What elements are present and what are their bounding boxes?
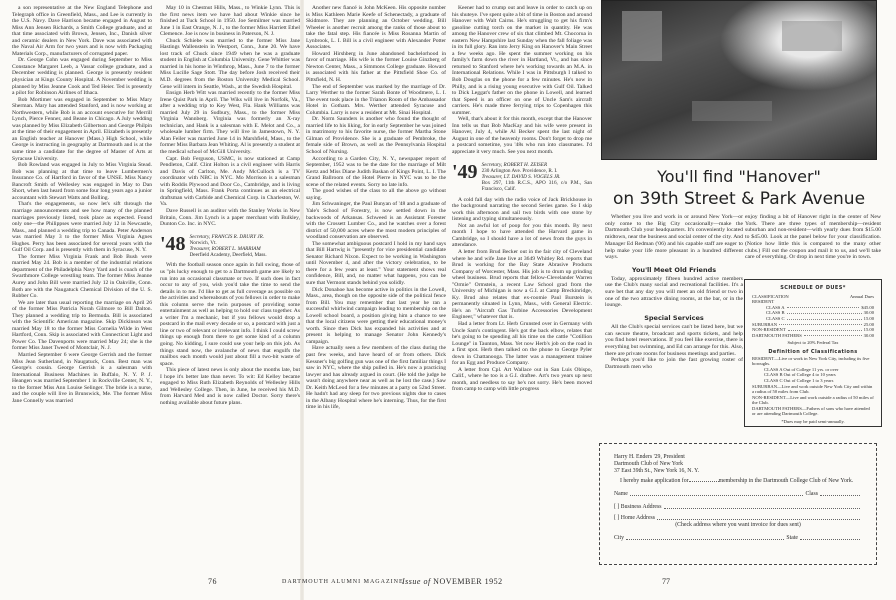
ad-closing: Perhaps you'd like to join the fast growing roster of Dartmouth men who <box>605 357 743 371</box>
old-friends-text: Today, approximately fifteen hundred active members use the Club's many social and recreational facilities. It's a sure bet that any day you will meet an old friend or two in one of the two attractive dining rooms, at the bar, or in the lounge. <box>605 275 743 309</box>
page-number-right: 77 <box>662 577 670 586</box>
text-column-1 <box>12 5 152 560</box>
home-address-checkbox[interactable]: [ ] Home Address <box>614 515 656 521</box>
apply-text-1: I hereby make application for <box>620 478 689 484</box>
issue-prefix: Issue of <box>402 577 431 586</box>
page-number-left: 76 <box>208 577 217 586</box>
dues-amount: 30.00 <box>863 310 874 316</box>
definition: CLASS B Out of College 4 to 10 years <box>764 372 836 378</box>
definition: CLASS C Out of College 1 to 3 years <box>764 377 834 383</box>
state-field[interactable] <box>800 535 860 540</box>
definitions-title: Definition of Classifications <box>768 348 858 355</box>
paragraph: Dr. Norm Saunders is another who found the thought of married life to his liking, for in early September he was joined in matrimony to his favorite nurse, the former Martha Stone Gilman of Providence. She is a graduate of Pembroke, the female side of Brown, as well as the Pennsylvania Hospital School of Nursing. <box>306 116 446 156</box>
business-address-checkbox[interactable]: [ ] Business Address <box>614 504 662 510</box>
treasurer: Treasurer, ROBERT L. MARRIAM <box>189 246 261 252</box>
paragraph: A letter from Brud Becker out in the fair city of Cleveland where he and wife Jane live at 3649 Whitley Rd. reports that Brud is working for the Bay State Abrasive Products Company of Worcester, Mass. His job is to drum up grinding wheel business. Brud reports that fellow-Clevelander Warren "Ormie" Ormstein, a recent Law School grad from the University of Michigan is now a G.I. at Camp Breckinridge, Ky. Brud also relates that ex-roomie Paul Burstein is permanently situated in Lynn, Mass., with General Electric. He's an "Aircraft Gas Turbine Accessories Development Engineer," whatever that is. <box>452 248 592 321</box>
paragraph: We are later than usual reporting the marriage on April 26 of the former Miss Patricia Norah Gilmore to Bill Dalton. They planned a wedding trip to Bermuda. Bill is associated with the Scientific American magazine. Skip Dickinson was married May 18 to the former Miss Cornelia Wilde in West Hartford, Conn. Skip is associated with Connecticut Light and Power Co. The Davenports were married May 24; she is the former Miss Janet Tweed of Montclair, N. J. <box>12 299 152 352</box>
paragraph: With the football season once again in full swing, those of us "pls lucky enough to get to a Dartmouth game are likely to run into an occasional classmate or two. If such does in fact occur to any of you, wish you'd take the time to send the details in to me. I'd like to get as full coverage as possible on the activities and whereabouts of you fellows in order to make this column serve the twin purposes of providing some entertainment as well as helping to hold our class together. As a writer I'm a mechanic, but if you fellows would drop a postcard in the mail every decade or so, a postcard with just a line or two of relevant or irrelevant info. I think I could screw things up enough from there to get some kind of a column going. No kidding, I sure could use your help on this job. As things stand now, the avalanche of news that engulfs the mailbox each month would just about fill a two-bit waste of space. <box>160 262 300 367</box>
dartmouth-club-ad <box>597 0 896 586</box>
name-field[interactable] <box>630 491 804 496</box>
issue-month: NOVEMBER 1952 <box>433 577 503 586</box>
paragraph: Bob Rowland was engaged in July to Miss Virginia Stead. Bob was planning at that time to leave Lumbermen's Insurance Co. of Hartford in favor of the UNSE. Miss Nancy Bancroft Smith of Wellesley was engaged in May to Dan Short, when last heard from some four long years ago a junior accountant with Stewart Watts and Bolling. <box>12 162 152 201</box>
paragraph: Have actually seen a few members of the class during the past few weeks, and have heard of or from others. Dick Kessner's big golfing gun was one of the first familiar things I saw in NYC, where the ship pulled in. He's now a practicing lawyer and has already argued in court. (He told the judge he wasn't doing anywhere near as well as he lost the case.) Saw Dr. Keith McLeod for a few minutes at a party on 52nd Street. He hadn't had any sleep for two previous nights due to cases in the Albany Hospital where he's interning. Thus, for the first time in his life, <box>306 345 446 411</box>
name-label: Name <box>614 491 628 497</box>
class-field[interactable] <box>820 491 860 496</box>
paragraph: Dave Russell is an auditor with the Stanley Works in New Britain, Conn. Jim Lynch is a paper merchant with Bulkley, Dunton Co. Inc. in NYC. <box>160 207 300 228</box>
secretary: Secretary, ROBERT H. ZEISER <box>481 161 548 168</box>
definition: CLASS A Out of College 11 yrs. or over <box>764 366 839 372</box>
secretary-address: Norwich, Vt. <box>189 239 217 246</box>
ad-column-2: enjoy finding a bit of Hanover right in the center of New York. There are three types of membership—resident suburban and non-resident—with yearly dues from $15.00 to $45.00. Look at the panel below for your classification. (Notice how little this is compared to the many other clubs.) Fill out the coupon and mail it to us, and we'll take care of everything. Or drop in next time you're in town. <box>745 214 881 261</box>
dues-row <box>752 333 874 339</box>
paragraph: Ensign Herb Witt was married recently to the former Miss Irene Quist Park in April. The Wiks will live in Norfolk, Va., after a wedding trip to Key West, Fla. Hank Williams was married July 29 in Sudbury, Mass., to the former Miss Virginia Wannberg. Virginia was formerly an X-ray technician, and Hank is a salesman with E. Melot and Co., a wholesale lumber firm. They will live in Jamestown, N. Y. Alan Feiler was married June 14 in Marshfield, Mass., to the former Miss Barbara Jean Whiting. Al is presently a student at the medical school of McGill University. <box>160 90 300 156</box>
definition: SUBURBAN—Live and work outside New York City and within a radius of 50 miles from Club. <box>752 383 873 395</box>
check-address-note: (Check address where you want invoice for dues sent) <box>675 522 801 528</box>
paragraph: A cold fall day with the radio voice of Jack Brickhouse in the background narrating the second Series game. So I skip work this afternoon and sail two birds with one stone by listening and typing simultaneously. <box>452 196 592 223</box>
paragraph: This piece of latest news is only about the months late, but I hope it's better late than never. To wit: Ed Kelley became engaged to Miss Ruth Elizabeth Reynolds of Wellesley Hills and Wellesley College. Then, in June, he received his M.D. from Harvard Med and is now called Doctor. Sorry there's nothing available about future plans. <box>160 367 300 406</box>
heading-old-friends: You'll Meet Old Friends <box>631 265 717 274</box>
paragraph: A letter from Cpl. Art Wallace out in San Luis Obispo, Calif., where he too is a G.I. draftee. Art's two years up next month, and needless to say he's not sorry. He's been moved from camp to camp with little progress <box>452 366 592 393</box>
dues-amount: 25.00 <box>863 321 874 327</box>
coupon-addressee: Harry H. Enders '29, President <box>614 454 685 460</box>
class-year: '49 <box>452 160 478 183</box>
paragraph: That's the engagements, so now let's sift through the marriage announcements and see how many of the planned marriages previously listed, took place as expected. Found only one—the Philippses were married July 12 in Newcastle, Mass., and planned a wedding trip to Canada. Peter Anderson was married May 3 to the former Miss Virginia Agnes Hughes. Perry has been associated for several years with the Gulf Oil Corp. and is presently with them in Syracuse, N. Y. <box>12 201 152 254</box>
paragraph: Well, that's about it for this month, except that the Hanover Inn tells us that Bob MacKay and his wife were present in Hanover, July 4, while Al Becker spent the last night of August in one of the heavenly rooms. Don't forget to drop me a postcard sometime, you '48s who run into classmates. I'd appreciate it very much. See you next month. <box>452 116 592 156</box>
paragraph: The somewhat ambiguous postcard I hold in my hand says that Bill Hartwig is "presently for vice presidential candidate Senator Richard Nixon. Expect to be working in Washington until November 4, and after the victory celebration, to be there for a few years at least." Your statement shows real confidence, Bill, and, no matter what happens, you can be sure that Vermont stands behind you solidly. <box>306 240 446 286</box>
paragraph: Capt. Bob Ferguson, USMC, is now stationed at Camp Pendleton, Calif. Clint Holton is a civil engineer with Harris and Davis of Carlton, Me. Andy McCulloch is a TV coordinator with NBC in NYC. Mo Morrison is a salesman with Roddis Plywood and Door Co., Cambridge, and is living in Springfield, Mass. Frank Porta continues as an electrical draftsman with Carbide and Chemical Corp. in Charleston, W. Va. <box>160 155 300 208</box>
dues-class: CLASS B <box>766 310 785 316</box>
paragraph: Dick Donahoe has become active in politics in the Lowell, Mass., area, though on the opposite side of the political fence from Bill. You may remember that last year he ran a successful whirlwind campaign leading to membership on the Lowell school board, a position giving him a chance to see that the local citizens were getting their educational money's worth. Since then Dick has expanded his activities and at present is helping to manage Senator John Kennedy's campaign. <box>306 286 446 345</box>
business-address-field[interactable] <box>664 504 860 509</box>
paragraph: Another new fiancé is John McKeen. His opposite number is Miss Kathleen Marie Keefe of Schenectady, a graduate of Skidmore. They are planning an October wedding. Bill Wheeler is another recruit among the ranks of those about to take the fatal step. His fiancée is Miss Rosanna Martin of Lynbrook, L. I. Bill is a civil engineer with Alexander Potter Associates. <box>306 5 446 51</box>
paragraph: The former Miss Virginia Frank and Bob Bush were married May 24. Bob is a member of the industrial relations department of the Philadelphia Navy Yard and is coach of the Swarthmore College wrestling team. The former Miss Jeanne Aurey and John Bill were married July 12 in Oakville, Conn. Both are with the Naugatuck Chemical Division of the U. S. Rubber Co. <box>12 253 152 300</box>
resident-label: RESIDENT <box>752 299 775 305</box>
ad-headline-1: You'll find "Hanover" <box>657 167 821 186</box>
paragraph: May 10 in Chestnut Hills, Mass., to Winkie Lynn. This is the first news item we have had about Winkie since he finished at Tuck School in 1950. Joe Semilmer was married June 1 in East Orange, N. J., to the former Miss Harriett Ethel Clemence. Joe is now in business in Paterson, N. J. <box>160 5 300 38</box>
magazine-name: DARTMOUTH ALUMNI MAGAZINE <box>282 579 404 585</box>
issue-date <box>402 577 503 586</box>
paragraph: Dr. George Cohn was engaged during September to Miss Constance Margaret Leeb, a Vassar college graduate, and a December wedding is planned. George is presently resident physician at Kings County Hospital. A November wedding is planned by Miss Jeanne Cook and Ted Heier. Ted is presently a pilot for Robinson Airlines of Ithaca. <box>12 57 152 97</box>
class-officers <box>190 234 267 259</box>
text-column-2 <box>160 5 300 560</box>
page-gutter <box>300 0 304 600</box>
treasurer-address: Deerfield Academy, Deerfield, Mass. <box>189 252 267 259</box>
secretary: Secretary, FRANCIS R. DRURY JR. <box>189 233 265 240</box>
paragraph: Married September 6 were George Gerrish and the former Miss Jean Sutherland, in Naugatuck, Conn. Best man was George's cousin. George Gerrish is a salesman with International Business Machines in Buffalo, N. Y. P. J. Heangen was married September 1 in Rockville Center, N. Y., to the former Miss Ann Louise Selinger. The bride is a nurse, and the couple will live in Brunswick, Me. The former Miss Jane Connelly was married <box>12 351 152 404</box>
dues-footnote: *Dues may be paid semi-annually. <box>781 419 845 425</box>
club-interior-photo <box>601 0 877 160</box>
paragraph: Chuck Schiebe was married to the former Miss Jane Hastings Wallenstein in Westport, Conn., June 20. We have lost track of Chuck since 1949 when he was a graduate student in English at Columbia University. Gene Whittier was married in his home in Winthrop, Mass., June 7 to the former Miss Lucille Sage Stott. The day before Josh received their M.D. degrees from the Boston University Medical School. Gene will intern in Seattle, Wash., at the Swedish Hospital. <box>160 37 300 90</box>
paragraph: Bob Mortimer was engaged in September to Miss Mary Sherman. Mary has attended Stanford, and is now working at Northwestern, while Bob is an account executive for Merrill Lynch, Pierce Fenner, and Beane in Chicago. A July wedding was planned by Miss Elizabeth Gilbertson and George Philpin at the time of their engagement in April. Elizabeth is presently an English teacher at Hanover (Mass.) High School, while George is instructing in geography at Dartmouth and is at the same time a candidate for the degree of Master of Arts at Syracuse University. <box>12 96 152 162</box>
dues-amount: 15.00 <box>863 327 874 333</box>
dues-rows <box>752 305 874 339</box>
city-field[interactable] <box>626 535 784 540</box>
coupon-club: Dartmouth Club of New York <box>614 461 684 467</box>
paragraph: The good wishes of the class to all the above go without saying. <box>306 188 446 201</box>
dues-class: SUBURBAN <box>752 321 778 327</box>
membership-type-field[interactable] <box>689 481 719 482</box>
secretary-address: 230 Arlington Ave. Providence, R. I. <box>481 167 558 174</box>
col-classification: CLASSIFICATION <box>752 293 789 299</box>
dues-class: CLASS C <box>766 315 785 321</box>
definition: DARTMOUTH FATHERS—Fathers of sons who have attended or are attending Dartmouth College. <box>752 405 870 417</box>
application-coupon[interactable] <box>599 443 877 565</box>
text-column-4 <box>452 5 592 560</box>
dues-class: DARTMOUTH FATHERS <box>752 332 802 338</box>
ad-intro: Whether you live and work in or around New York—or only come to the Big City occasionally—make the Dartmouth Club your headquarters. It's conveniently located midtown, near the business and social center of the city. And Manager Ed Redman ('06) and his capable staff are eager to help make your life more pleasant in a hundred different ways. <box>605 214 743 261</box>
dues-amount: 15.00 <box>863 315 874 321</box>
city-label: City <box>614 535 624 541</box>
paragraph: According to a Garden City, N. Y., newspaper report of September, 1952 was to be the date for the marriage of Milt Kertz and Miss Diane Judith Baskan of Kings Point, L. I. The Grand Ballroom of the Hotel Pierre in NYC was to be the scene of the related events. Sorry no late info. <box>306 155 446 188</box>
coupon-application-line <box>614 478 862 485</box>
col-annual-dues: Annual Dues <box>849 293 874 299</box>
dues-amount: $45.00 <box>861 304 874 310</box>
definition: NON-RESIDENT—Live and work outside a radius of 50 miles of the Club. <box>752 394 874 406</box>
paragraph: Had a letter from Lt. Herb Grunsted over in Germany with Uncle Sam's contingent. He's got the back elbow, relates that he's going to be spending all his time on the cattle "Cotillion Lounge" in Taunton, Mass. Yet now Herb's job on the road in a first spot. Herb then talked on the phone to George Pyler down in Chattanooga. The latter was a management trainee for an Egg and Produce Company. <box>452 320 592 367</box>
paragraph: Keener had to crump out and leave in order to catch up on his shuteye. I've spent quite a bit of time in Boston and around Hanover with Walt Cairns. He's struggling to get his firm's gasoline cutting torch on the market in quantity. He was among the Hanover crew of six that climbed Mt. Chocorua in eastern New Hampshire last Sunday when the fall foliage was in its full glory. Ran into Jerry King on Hanover's Main Street a few weeks ago. He spent the summer working on his family's farm down the river in Hartland, Vt., and has since returned to Stanford where he's working towards an M.A. in International Relations. While I was in Pittsburgh I talked to Bob Douglas on the phone for a few minutes. He's now in Philly, and is a rising young executive with Gulf Oil. Talked to Dick Leggat's father on the phone in Lowell, and learned that Speed is an officer on one of Uncle Sam's aircraft carriers. He's made three ferrying trips to Copenhagen this summer. <box>452 5 592 116</box>
definitions-list <box>752 356 874 418</box>
treasurer: Treasurer, LT. DAVID S. VOGELS JR. <box>481 173 561 180</box>
class-section-header <box>452 162 592 193</box>
dues-title: SCHEDULE OF DUES* <box>780 285 846 291</box>
class-label: Class <box>805 491 818 497</box>
home-address-field[interactable] <box>657 515 860 520</box>
text-column-3 <box>306 5 446 560</box>
heading-special-services: Special Services <box>644 314 704 323</box>
paragraph: a son representative at the New England Telephone and Telegraph office in Greenfield, Mass., and Lee is currently in the U.S. Navy. Dave Harrison became engaged in August to Miss Ann Jensen Richards, a Smith College graduate, and at that time associated with Brown, Jensen, Inc., Danish silver and ceramic dealers in New York. Dave was associated with the Naval Air Arm for two years and is now with Packaging Materials Corp., manufacturers of corrugated paper. <box>12 5 152 57</box>
special-services-text: All the Club's special services can't be listed here, but we can secure theatre, broadcast and sports tickets, and help you find hotel reservations. If you feel like exercise, there is everything but swimming, and Ed can arrange for this. Also, there are private rooms for business meetings and parties. <box>605 323 743 357</box>
paragraph: Not an awful lot of poop for you this month. By next month I hope to have attended the Harvard game in Cambridge, so I should have a lot of news from the guys in attendance. <box>452 222 592 249</box>
apply-text-2: membership in the Dartmouth College Club of New York. <box>718 478 854 484</box>
dues-schedule-box <box>744 279 882 427</box>
class-year: '48 <box>160 232 186 255</box>
treasurer-address: Box 297, 11th R.C.S., APO 316, c/o P.M., San Francisco, Calif. <box>481 180 592 193</box>
paragraph: Jim Schwaninger, the Paul Bunyan of '48 and a graduate of Yale's School of Forestry, is now settled down in the backwoods of Arkansas. Schweed is an Assistant Forester with the Crossett Lumber Co., and he watches over a forest district of 50,000 acres where the most modern principles of woodland conservation are observed. <box>306 201 446 241</box>
tax-note: Subject to 20% Federal Tax <box>787 340 839 346</box>
class-section-header <box>160 234 300 259</box>
coupon-address: 37 East 39th St., New York 16, N. Y. <box>614 468 700 474</box>
dues-class: CLASS A <box>766 304 785 310</box>
dues-class: NON-RESIDENT <box>752 327 786 333</box>
paragraph: Howard Hirshberg in June abandoned bachelorhood in favor of marriage. His wife is the former Louise Ginzberg of Newton Center, Mass., a Simmons College graduate. Howard is associated with his father at the Pittsfield Shoe Co. of Pittsfield, N. H. <box>306 50 446 84</box>
definition: RESIDENT—Live or work in New York City, including its five boroughs. <box>752 355 870 367</box>
paragraph: The end of September was marked by the marriage of Dr. Larry Werther to the former Sarah Bonte of Woodmere, L. I. The event took place in the Trianon Room of the Ambassador Hotel in Gotham. Mrs. Werther attended Syracuse and Columbia. Larry is now a resident at Mt. Sinai Hospital. <box>306 83 446 116</box>
class-officers <box>482 162 592 193</box>
ad-column-1 <box>605 214 743 371</box>
state-label: State <box>786 535 798 541</box>
dues-amount: 30.00 <box>863 332 874 338</box>
ad-headline-2: on 39th Street & Park Avenue <box>612 189 866 209</box>
